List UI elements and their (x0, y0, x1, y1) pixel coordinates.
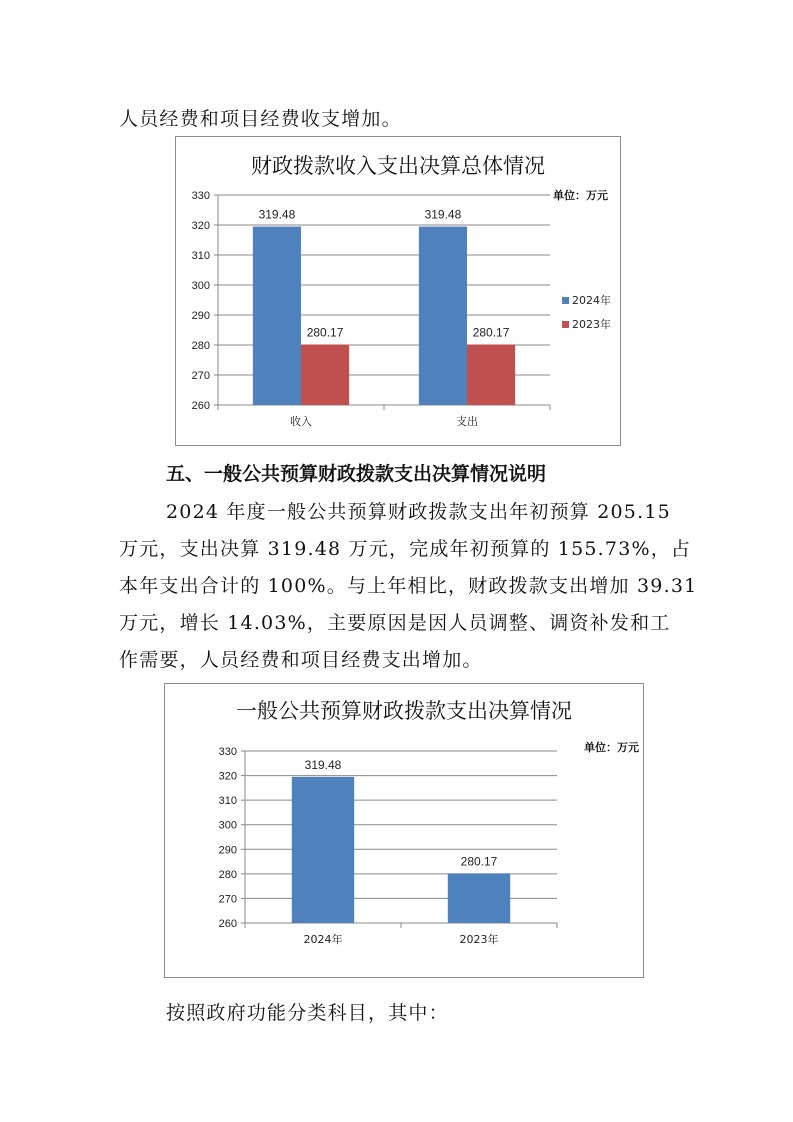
bar (253, 227, 301, 405)
y-tick-label: 310 (218, 795, 237, 808)
text-line-top: 人员经费和项目经费收支增加。 (119, 108, 402, 130)
bar (292, 777, 354, 923)
legend-label: 2024年 (572, 294, 611, 307)
section-heading: 五、一般公共预算财政拨款支出决算情况说明 (166, 463, 547, 485)
category-label: 收入 (290, 415, 312, 428)
y-tick-label: 260 (218, 918, 237, 930)
chart-income-expense-svg (176, 137, 620, 445)
y-tick-label: 310 (191, 250, 210, 262)
data-label: 280.17 (306, 325, 344, 340)
data-label: 280.17 (472, 325, 510, 340)
y-tick-label: 290 (218, 844, 237, 857)
y-tick-label: 280 (191, 340, 210, 352)
y-tick-label: 280 (218, 868, 237, 881)
unit-label: 单位：万元 (584, 741, 639, 754)
y-tick-label: 320 (191, 220, 210, 232)
legend-swatch (562, 297, 569, 304)
category-label: 2024年 (303, 933, 343, 946)
y-tick-label: 260 (191, 400, 210, 412)
y-tick-label: 270 (218, 893, 237, 906)
paragraph-line: 万元，支出决算 319.48 万元，完成年初预算的 155.73%，占 (119, 538, 692, 560)
chart-income-expense (175, 136, 621, 446)
y-tick-label: 320 (218, 770, 237, 783)
bar (467, 344, 515, 405)
y-tick-label: 290 (191, 310, 210, 322)
bar (419, 227, 467, 405)
y-tick-label: 270 (191, 370, 210, 382)
chart-general-budget-svg (165, 684, 643, 977)
y-tick-label: 300 (218, 819, 237, 832)
paragraph-line: 作需要，人员经费和项目经费支出增加。 (119, 649, 483, 671)
data-label: 319.48 (424, 207, 462, 222)
chart-title: 一般公共预算财政拨款支出决算情况 (236, 699, 572, 723)
paragraph-line: 万元，增长 14.03%，主要原因是因人员调整、调资补发和工 (119, 612, 671, 634)
category-label: 2023年 (459, 933, 499, 946)
y-tick-label: 330 (191, 190, 210, 202)
category-label: 支出 (456, 415, 478, 428)
bar (448, 873, 510, 923)
unit-label: 单位：万元 (553, 189, 608, 202)
data-label: 319.48 (258, 207, 296, 222)
legend-swatch (562, 321, 569, 328)
data-label: 319.48 (304, 757, 342, 772)
legend-label: 2023年 (572, 318, 611, 331)
paragraph-line: 本年支出合计的 100%。与上年相比，财政拨款支出增加 39.31 (119, 575, 698, 597)
chart-title: 财政拨款收入支出决算总体情况 (251, 154, 545, 178)
paragraph-line: 2024 年度一般公共预算财政拨款支出年初预算 205.15 (166, 501, 671, 523)
paragraph-line: 按照政府功能分类科目，其中： (166, 1002, 449, 1024)
bar (301, 344, 349, 405)
y-tick-label: 300 (191, 280, 210, 292)
y-tick-label: 330 (218, 746, 237, 758)
data-label: 280.17 (460, 854, 498, 869)
chart-general-budget (164, 683, 644, 978)
